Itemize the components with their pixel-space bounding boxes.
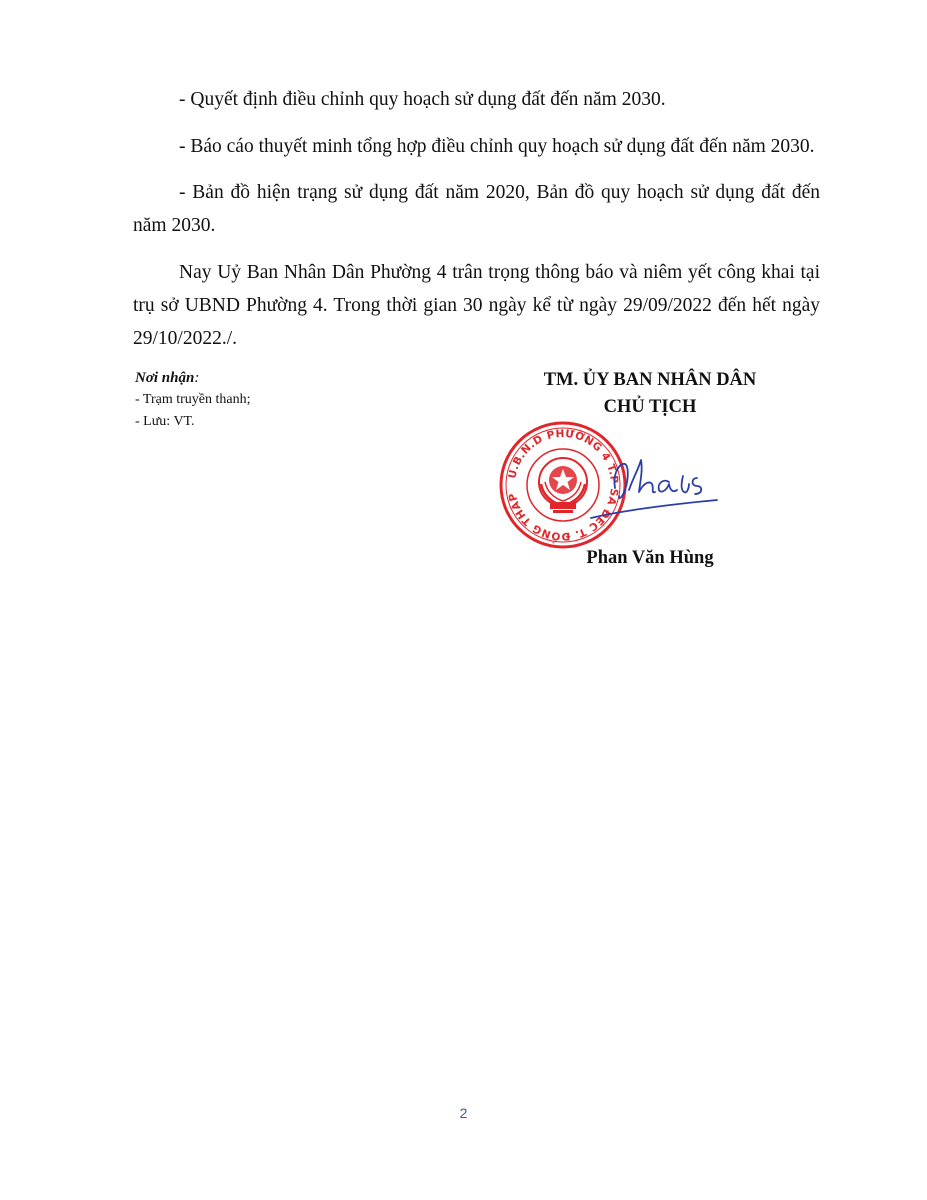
signature-title-block [490,367,810,421]
recipients-title-colon: : [194,370,200,386]
position-title: CHỦ TỊCH [603,397,697,417]
recipients-block [135,367,435,433]
on-behalf-title: TM. ỦY BAN NHÂN DÂN [543,370,757,390]
body-line-decision: - Quyết định điều chỉnh quy hoạch sử dụng đất đến năm 2030. [179,89,666,110]
body-line-maps: - Bản đồ hiện trạng sử dụng đất năm 2020, Bản đồ quy hoạch sử dụng đất đến năm 2030. [133,182,820,236]
handwritten-signature-icon [585,448,725,528]
page-number: 2 [459,1105,468,1121]
recipients-title-text: Nơi nhận [135,370,195,386]
recipient-item: - Lưu: VT. [135,414,195,429]
body-line-report: - Báo cáo thuyết minh tổng hợp điều chỉnh quy hoạch sử dụng đất đến năm 2030. [179,136,815,157]
signer-name: Phan Văn Hùng [586,548,714,568]
recipients-title [135,367,435,389]
body-paragraph-announcement: Nay Uỷ Ban Nhân Dân Phường 4 trân trọng thông báo và niêm yết công khai tại trụ sở UBND Phường 4. Trong thời gian 30 ngày kể từ ngày 29/09/2022 đến hết ngày 29/10/2022./. [133,262,820,349]
seal-text: U.B.N.D PHƯỜNG 4 T.P SA ĐÉC T. ĐỒNG THÁP [506,427,621,543]
recipient-item: - Trạm truyền thanh; [135,392,251,407]
